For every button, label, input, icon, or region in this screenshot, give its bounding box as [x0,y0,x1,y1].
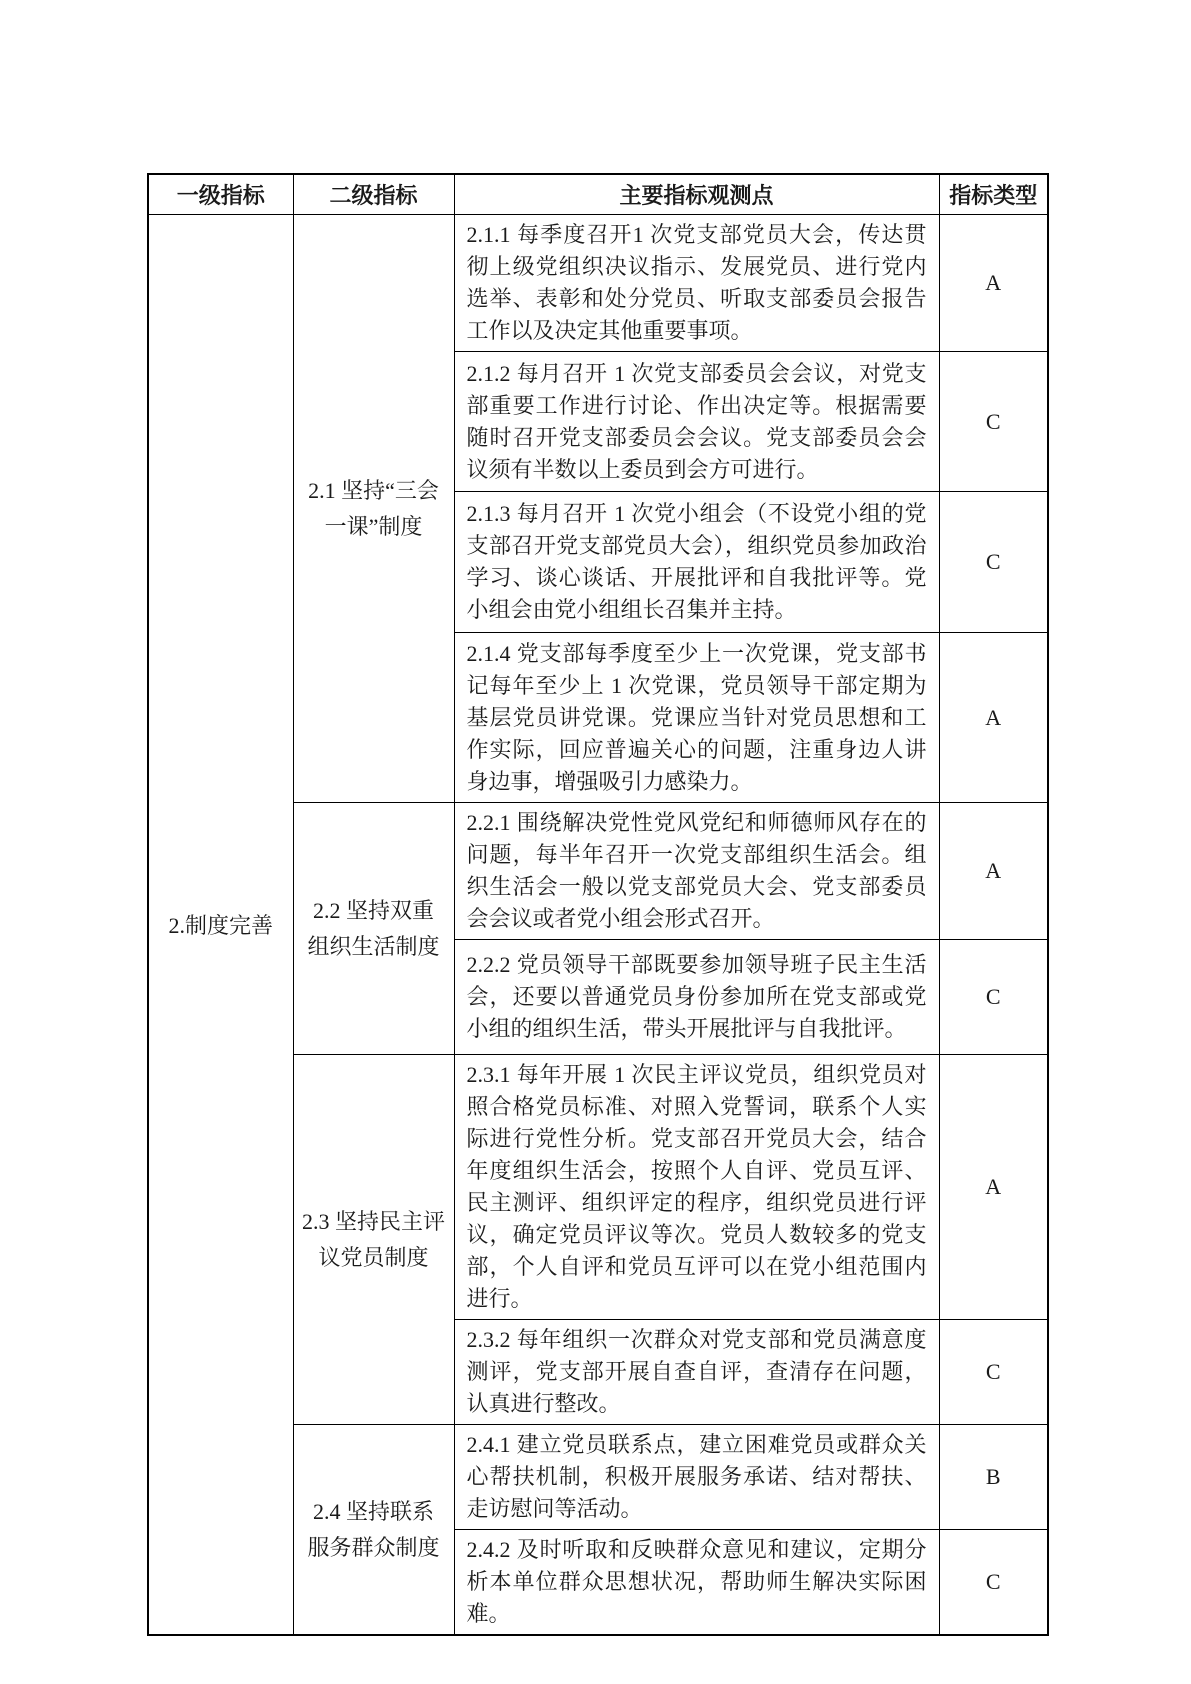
cell-type-2-2-1: A [939,803,1048,940]
cell-type-2-2-2: C [939,940,1048,1055]
cell-observation-2-2-2: 2.2.2 党员领导干部既要参加领导班子民主生活会，还要以普通党员身份参加所在党支部或党小组的组织生活，带头开展批评与自我批评。 [454,940,939,1055]
level2-label-line: 组织生活制度 [307,933,440,959]
cell-type-2-1-2: C [939,352,1048,492]
cell-observation-2-1-1: 2.1.1 每季度召开1 次党支部党员大会，传达贯彻上级党组织决议指示、发展党员、进行党内选举、表彰和处分党员、听取支部委员会报告工作以及决定其他重要事项。 [454,215,939,352]
cell-level2-indicator-2-4 [293,1425,454,1636]
level2-label-line: 一课”制度 [324,513,423,539]
cell-level2-indicator-2-1 [293,215,454,803]
cell-observation-2-4-1: 2.4.1 建立党员联系点，建立困难党员或群众关心帮扶机制，积极开展服务承诺、结对帮扶、走访慰问等活动。 [454,1425,939,1530]
cell-type-2-1-4: A [939,633,1048,803]
header-observation-points: 主要指标观测点 [454,174,939,215]
cell-observation-2-4-2: 2.4.2 及时听取和反映群众意见和建议，定期分析本单位群众思想状况，帮助师生解决实际困难。 [454,1530,939,1636]
cell-type-2-1-3: C [939,492,1048,633]
cell-type-2-4-1: B [939,1425,1048,1530]
level2-label-line: 2.2 坚持双重 [312,897,434,923]
level2-label-line: 议党员制度 [318,1244,429,1270]
cell-level2-indicator-2-2 [293,803,454,1055]
cell-level2-indicator-2-3 [293,1055,454,1425]
cell-level1-indicator: 2.制度完善 [148,215,293,1636]
cell-observation-2-1-4: 2.1.4 党支部每季度至少上一次党课，党支部书记每年至少上 1 次党课，党员领导干部定期为基层党员讲党课。党课应当针对党员思想和工作实际，回应普遍关心的问题，注重身边人讲身边事，增强吸引力感染力。 [454,633,939,803]
cell-observation-2-1-3: 2.1.3 每月召开 1 次党小组会（不设党小组的党支部召开党支部党员大会），组织党员参加政治学习、谈心谈话、开展批评和自我批评等。党小组会由党小组组长召集并主持。 [454,492,939,633]
table-row [148,215,1048,352]
level2-label-line: 2.3 坚持民主评 [301,1208,445,1234]
header-indicator-type: 指标类型 [939,174,1048,215]
header-level2-indicator: 二级指标 [293,174,454,215]
level2-label-line: 2.4 坚持联系 [312,1498,434,1524]
level2-label-line: 服务群众制度 [307,1534,440,1560]
cell-observation-2-3-1: 2.3.1 每年开展 1 次民主评议党员，组织党员对照合格党员标准、对照入党誓词，联系个人实际进行党性分析。党支部召开党员大会，结合年度组织生活会，按照个人自评、党员互评、民主测评、组织评定的程序，组织党员进行评议，确定党员评议等次。党员人数较多的党支部，个人自评和党员互评可以在党小组范围内进行。 [454,1055,939,1320]
cell-type-2-4-2: C [939,1530,1048,1636]
cell-type-2-3-1: A [939,1055,1048,1320]
cell-type-2-3-2: C [939,1320,1048,1425]
table-header-row [148,174,1048,215]
cell-observation-2-3-2: 2.3.2 每年组织一次群众对党支部和党员满意度测评，党支部开展自查自评，查清存在问题，认真进行整改。 [454,1320,939,1425]
cell-type-2-1-1: A [939,215,1048,352]
cell-observation-2-1-2: 2.1.2 每月召开 1 次党支部委员会会议，对党支部重要工作进行讨论、作出决定等。根据需要随时召开党支部委员会会议。党支部委员会会议须有半数以上委员到会方可进行。 [454,352,939,492]
indicator-table [147,173,1049,1636]
cell-observation-2-2-1: 2.2.1 围绕解决党性党风党纪和师德师风存在的问题，每半年召开一次党支部组织生活会。组织生活会一般以党支部党员大会、党支部委员会会议或者党小组会形式召开。 [454,803,939,940]
level2-label-line: 2.1 坚持“三会 [308,477,439,503]
header-level1-indicator: 一级指标 [148,174,293,215]
